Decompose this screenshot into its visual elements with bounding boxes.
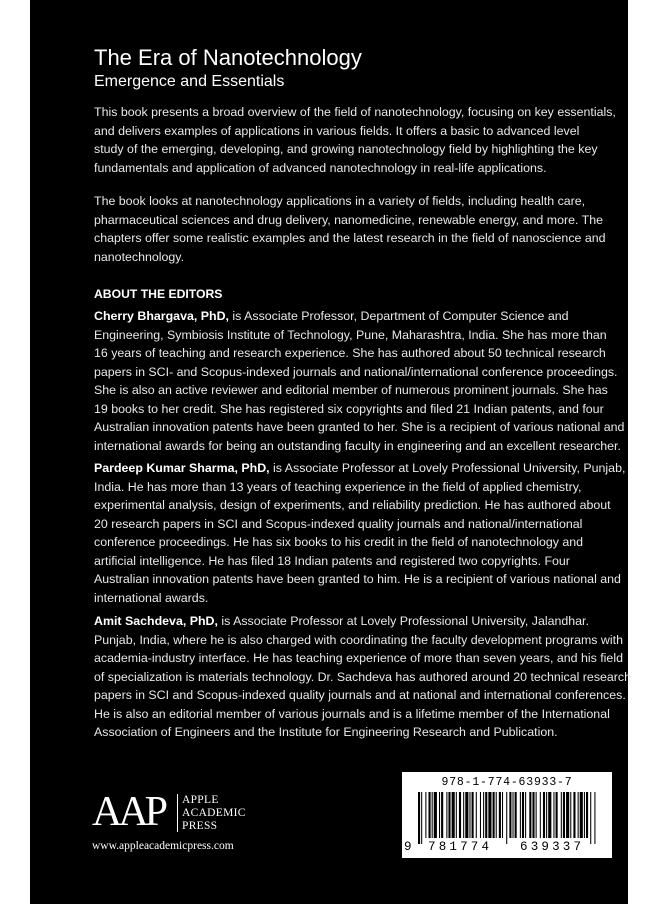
barcode-bar — [483, 792, 484, 838]
text-fragment: is Associate Professor at Lovely Professional University, Punjab, — [269, 461, 626, 475]
back-cover — [30, 0, 632, 904]
barcode-bar — [432, 792, 433, 838]
barcode-bar — [439, 792, 440, 838]
text-line: 19 books to her credit. She has registered six copyrights and filed 21 Indian patents, and four — [94, 401, 604, 416]
text-line: She is also an active reviewer and editorial member of numerous prominent journals. She has — [94, 383, 608, 397]
barcode-bar — [429, 792, 431, 838]
barcode-bar — [563, 792, 565, 838]
barcode-bar — [452, 792, 455, 838]
barcode-bar — [488, 792, 491, 838]
barcode-bar — [465, 792, 468, 838]
barcode-bar — [540, 792, 541, 838]
barcode-bar — [578, 792, 579, 838]
isbn-digit-first: 9 — [404, 840, 412, 854]
text-line: Australian innovation patents have been granted to him. He is a recipient of various national and — [94, 572, 621, 586]
barcode-bar — [472, 792, 474, 838]
text-line: international awards. — [94, 590, 209, 605]
text-line: Punjab, India, where he is also charged with coordinating the faculty development programs with — [94, 632, 623, 647]
publisher-website: www.appleacademicpress.com — [92, 840, 234, 852]
barcode-bar — [522, 792, 524, 838]
text-line: 16 years of teaching and research experience. She has authored about 50 technical research — [94, 346, 606, 360]
barcode-bar — [561, 792, 562, 838]
barcode-bar — [493, 792, 495, 838]
isbn-number: 978-1-774-63933-7 — [441, 776, 573, 789]
barcode-bar — [469, 792, 470, 838]
barcode-bar — [434, 792, 437, 838]
barcode-bar — [509, 792, 511, 838]
barcode-bar — [496, 792, 497, 838]
text-line: pharmaceutical sciences and drug delivery, nanomedicine, renewable energy, and more. The — [94, 212, 603, 227]
barcode-bar — [515, 792, 517, 838]
text-line: Association of Engineers and the Institute for Engineering Research and Publication. — [94, 725, 558, 739]
barcode-bar — [421, 792, 422, 844]
barcode-bar — [566, 792, 569, 838]
text-line: Australian innovation patents have been granted to her. She is a recipient of various national and — [94, 420, 625, 434]
barcode-bar — [476, 792, 477, 838]
text-fragment: is Associate Professor, Department of Computer Science and — [228, 309, 569, 323]
text-line: 20 research papers in SCI and Scopus-indexed quality journals and national/international — [94, 516, 583, 531]
text-line: international awards for being an outstanding faculty in engineering and an excellent researcher. — [94, 438, 621, 453]
editor-name: Amit Sachdeva, PhD, — [94, 614, 218, 628]
barcode-bar — [441, 792, 443, 838]
barcode-bar — [553, 792, 554, 838]
barcode-bars — [416, 792, 598, 844]
publisher-name — [182, 794, 246, 833]
barcode-bar — [594, 792, 595, 844]
text-line — [94, 459, 626, 478]
isbn-barcode — [402, 772, 612, 858]
editor-bio-sharma — [94, 459, 626, 607]
barcode-bar — [584, 792, 585, 838]
text-line: conference proceedings. He has six books to his credit in the field of nanotechnology and — [94, 535, 584, 549]
barcode-bar — [548, 792, 551, 838]
barcode-bar — [573, 792, 575, 838]
publisher-name-line: APPLE — [182, 794, 219, 806]
barcode-bar — [448, 792, 450, 838]
text-fragment: is Associate Professor at Lovely Professional University, Jalandhar. — [217, 614, 589, 628]
about-editors-heading: ABOUT THE EDITORS — [94, 287, 223, 301]
editor-bio-bhargava — [94, 307, 625, 455]
barcode-bar — [543, 792, 545, 838]
text-line: papers in SCI and Scopus-indexed quality journals and at national and international conferences. — [94, 688, 626, 702]
text-line: study of the emerging, developing, and growing nanotechnology field by highlighting the key — [94, 142, 598, 156]
barcode-bar — [480, 792, 481, 838]
text-line: India. He has more than 13 years of teaching experience in the field of applied chemistry, — [94, 479, 582, 494]
barcode-bar — [570, 792, 571, 838]
text-line: He is also an editorial member of various journals and is a lifetime member of the International — [94, 706, 610, 721]
barcode-bar — [502, 792, 503, 838]
barcode-bar — [556, 792, 558, 838]
text-line: Engineering, Symbiosis Institute of Technology, Pune, Maharashtra, India. She has more than — [94, 327, 607, 342]
text-line: experimental analysis, design of experiments, and reliability prediction. He has authored about — [94, 498, 611, 512]
logo-divider — [177, 794, 178, 832]
description-paragraph-2 — [94, 192, 606, 266]
barcode-bar — [418, 792, 420, 844]
barcode-bar — [586, 792, 588, 838]
text-line: nanotechnology. — [94, 249, 185, 264]
barcode-bar — [446, 792, 447, 838]
editor-name: Pardeep Kumar Sharma, PhD, — [94, 461, 270, 475]
barcode-bar — [425, 792, 426, 838]
text-line: academia-industry interface. He has teaching experience of more than seven years, and his field — [94, 651, 623, 665]
barcode-bar — [459, 792, 461, 838]
barcode-bar — [525, 792, 526, 838]
text-line: papers in SCI- and Scopus-indexed journals and national/international conference proceedings. — [94, 364, 618, 379]
aap-logo-mark: AAP — [92, 789, 165, 835]
isbn-group-right: 639337 — [520, 840, 585, 854]
text-line — [94, 612, 594, 631]
barcode-bar — [529, 792, 531, 838]
barcode-bar — [520, 792, 521, 838]
barcode-bar — [580, 792, 583, 838]
publisher-name-line: ACADEMIC — [182, 807, 246, 819]
barcode-bar — [463, 792, 464, 838]
barcode-bar — [546, 792, 547, 838]
barcode-bar — [499, 792, 501, 838]
text-line: The book looks at nanotechnology applications in a variety of fields, including health care, — [94, 194, 586, 208]
description-paragraph-1 — [94, 103, 616, 177]
barcode-bar — [506, 792, 507, 844]
text-line: This book presents a broad overview of the field of nanotechnology, focusing on key essentials, — [94, 105, 616, 119]
text-line — [94, 307, 594, 326]
barcode-bar — [485, 792, 487, 838]
text-line: and delivers examples of applications in various fields. It offers a basic to advanced level — [94, 123, 580, 138]
text-line: artificial intelligence. He has filed 18 Indian patents and registered two copyrights. Four — [94, 553, 570, 568]
barcode-bar — [532, 792, 534, 838]
editor-bio-sachdeva — [94, 612, 632, 742]
barcode-bar — [456, 792, 457, 838]
barcode-bar — [590, 792, 591, 844]
book-title: The Era of Nanotechnology — [94, 45, 362, 70]
book-subtitle: Emergence and Essentials — [94, 73, 285, 90]
barcode-bar — [536, 792, 537, 838]
publisher-name-line: PRESS — [182, 820, 218, 832]
barcode-bar — [513, 792, 514, 838]
text-line: chapters offer some realistic examples and the latest research in the field of nanoscience and — [94, 231, 606, 245]
text-line: of specialization is materials technology. Dr. Sachdeva has authored around 20 technical research — [94, 669, 632, 684]
isbn-group-left: 781774 — [428, 840, 493, 854]
text-line: fundamentals and application of advanced nanotechnology in real-life applications. — [94, 160, 547, 175]
editor-name: Cherry Bhargava, PhD, — [94, 309, 229, 323]
